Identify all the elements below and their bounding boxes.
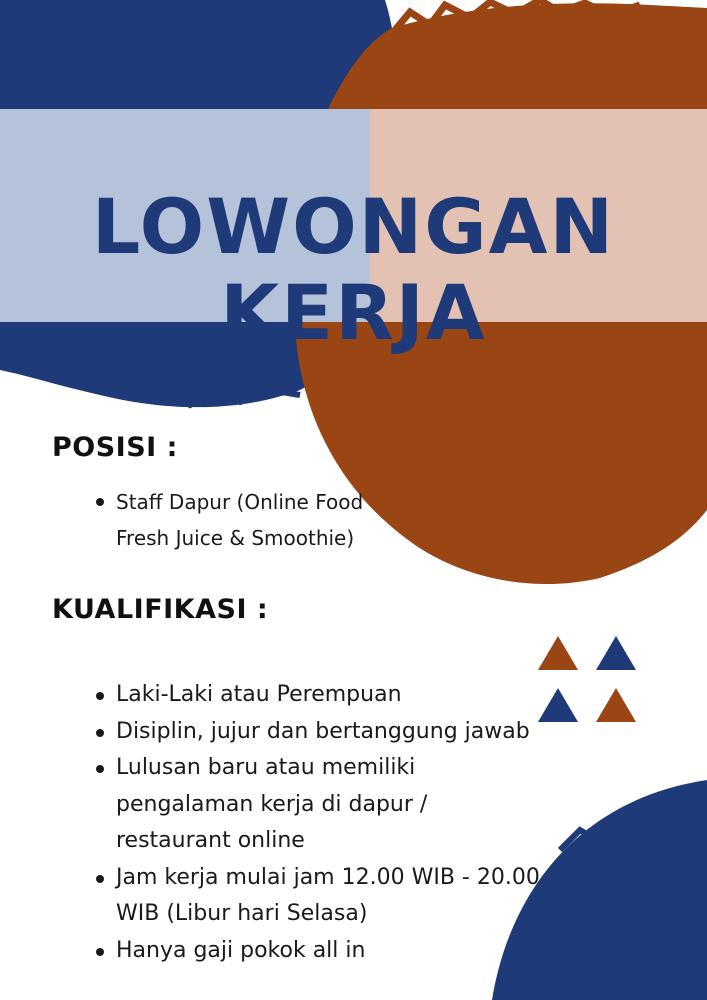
list-item: Lulusan baru atau memiliki pengalaman kerja di dapur / restaurant online (92, 750, 476, 860)
kualifikasi-heading: KUALIFIKASI : (52, 594, 269, 625)
navy-triangle-icon (596, 636, 636, 670)
list-item: Staff Dapur (Online Food Fresh Juice & Smoothie) (92, 484, 372, 556)
posisi-list (92, 484, 372, 556)
rust-triangle-icon (538, 636, 578, 670)
list-item: Laki-Laki atau Perempuan (92, 677, 612, 714)
title-line-2: KERJA (220, 267, 487, 357)
posisi-heading: POSISI : (52, 432, 178, 463)
list-item: Jam kerja mulai jam 12.00 WIB - 20.00 WIB (Libur hari Selasa) (92, 860, 556, 933)
title-line-1: LOWONGAN (91, 181, 616, 271)
list-item: Hanya gaji pokok all in (92, 933, 612, 970)
page-title (0, 181, 707, 357)
list-item: Disiplin, jujur dan bertanggung jawab (92, 714, 612, 751)
kualifikasi-list (92, 677, 612, 969)
